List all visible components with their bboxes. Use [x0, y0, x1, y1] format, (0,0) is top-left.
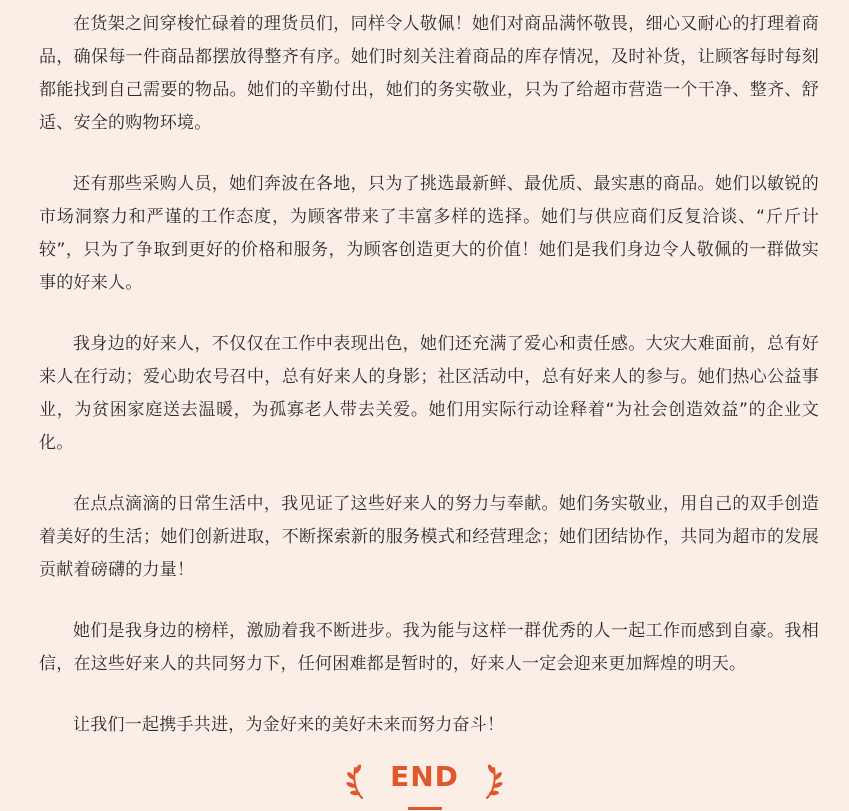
paragraph-daily-life: 在点点滴滴的日常生活中，我见证了这些好来人的努力与奉献。她们务实敬业，用自己的双手创造着美好的生活；她们创新进取，不断探索新的服务模式和经营理念；她们团结协作，共同为超市的发展贡献着磅礴的力量！ — [39, 494, 819, 580]
end-label: END — [390, 760, 459, 793]
paragraph-tally-clerks: 在货架之间穿梭忙碌着的理货员们，同样令人敬佩！她们对商品满怀敬畏，细心又耐心的打理着商品，确保每一件商品都摆放得整齐有序。她们时刻关注着商品的库存情况，及时补货，让顾客每时每刻都能找到自己需要的物品。她们的辛勤付出，她们的务实敬业，只为了给超市营造一个干净、整齐、舒适、安全的购物环境。 — [39, 14, 819, 133]
paragraph-closing-call: 让我们一起携手共进，为金好来的美好未来而努力奋斗！ — [73, 715, 505, 735]
end-underline — [408, 807, 442, 810]
paragraph-purchasers: 还有那些采购人员，她们奔波在各地，只为了挑选最新鲜、最优质、最实惠的商品。她们以敏锐的市场洞察力和严谨的工作态度，为顾客带来了丰富多样的选择。她们与供应商们反复洽谈、“斤斤计较”，只为了争取到更好的价格和服务，为顾客创造更大的价值！她们是我们身边令人敬佩的一群做实事的好来人。 — [39, 174, 819, 293]
paragraph-role-models: 她们是我身边的榜样，激励着我不断进步。我为能与这样一群优秀的人一起工作而感到自豪。我相信，在这些好来人的共同努力下，任何困难都是暂时的，好来人一定会迎来更加辉煌的明天。 — [39, 621, 819, 674]
laurel-right-icon — [480, 762, 504, 800]
end-ornament — [0, 757, 849, 811]
paragraph-charity: 我身边的好来人，不仅仅在工作中表现出色，她们还充满了爱心和责任感。大灾大难面前，总有好来人在行动；爱心助农号召中，总有好来人的身影；社区活动中，总有好来人的参与。她们热心公益事业，为贫困家庭送去温暖，为孤寡老人带去关爱。她们用实际行动诠释着“为社会创造效益”的企业文化。 — [39, 334, 819, 453]
